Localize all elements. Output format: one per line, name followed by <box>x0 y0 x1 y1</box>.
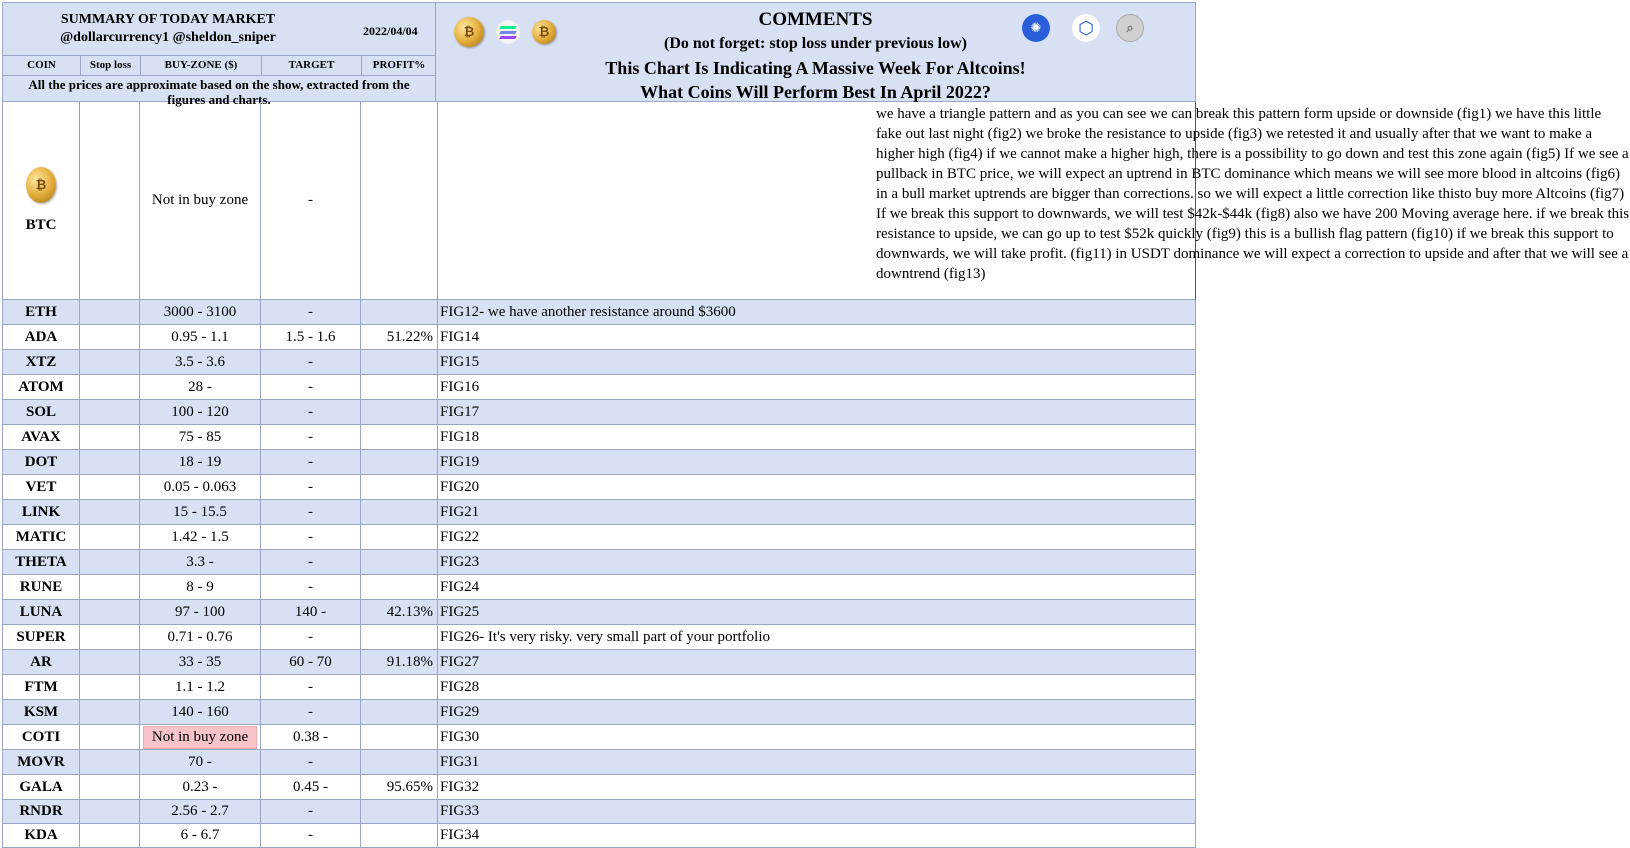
target-cell: - <box>261 350 361 375</box>
coin-cell: ADA <box>2 325 80 350</box>
col-header-coin: COIN <box>3 55 81 75</box>
buy-zone-cell: 97 - 100 <box>140 600 261 625</box>
coin-search-icon: ⌕ <box>1116 14 1144 42</box>
coin-cell: KDA <box>2 824 80 848</box>
table-row-btc <box>2 102 1630 300</box>
table-row <box>2 350 1196 375</box>
coin-cell: AR <box>2 650 80 675</box>
target-cell: - <box>261 525 361 550</box>
buy-zone-cell: 15 - 15.5 <box>140 500 261 525</box>
comment-cell: FIG16 <box>438 375 1196 400</box>
coin-cell: MATIC <box>2 525 80 550</box>
btc-analysis-text: we have a triangle pattern and as you can see we can break this pattern form upside or downside (fig1) we have this little fake out last night (fig2) we broke the resistance to upside (fig3) we retested it and usually after that we want to make a higher high (fig4) if we cannot make a higher high, there is a possibility to go down and test this zone again (fig5) If we see a pullback in BTC price, we will expect an uptrend in BTC dominance which means we will see more blood in altcoins (fig6) in a bull market uptrends are bigger than corrections. so we will expect a little correction like thisto buy more Altcoins (fig7) If we break this support to downwards, we will test $42k-$44k (fig8) also we have 200 Moving average here. if we break this resistance to upside, we can go up to test $52k quickly (fig9) this is a bullish flag pattern (fig10) if we break this support to downwards, we will take profit. (fig11) in USDT dominance we will expect a correction to upside and after that we will see a downtrend (fig13) <box>876 106 1630 282</box>
comments-title: COMMENTS <box>758 9 873 30</box>
coin-cell: GALA <box>2 775 80 800</box>
comment-cell: FIG18 <box>438 425 1196 450</box>
stop-loss-cell <box>80 102 140 300</box>
stop-loss-cell <box>80 600 140 625</box>
comment-cell: FIG28 <box>438 675 1196 700</box>
stop-loss-cell <box>80 750 140 775</box>
target-cell: - <box>261 625 361 650</box>
profit-cell <box>361 475 438 500</box>
comment-cell: FIG12- we have another resistance around $3600 <box>438 300 1196 325</box>
table-row <box>2 450 1196 475</box>
report-date: 2022/04/04 <box>363 24 418 38</box>
target-cell: 0.45 - <box>261 775 361 800</box>
coin-cell: RNDR <box>2 800 80 824</box>
buy-zone-cell: 28 - <box>140 375 261 400</box>
bitcoin-coin-icon: ₿ <box>26 167 56 203</box>
stop-loss-cell <box>80 300 140 325</box>
stop-loss-cell <box>80 650 140 675</box>
buy-zone-cell: 100 - 120 <box>140 400 261 425</box>
comment-cell: FIG23 <box>438 550 1196 575</box>
target-cell: 1.5 - 1.6 <box>261 325 361 350</box>
buy-zone-cell: 6 - 6.7 <box>140 824 261 848</box>
target-cell: - <box>261 300 361 325</box>
comment-cell: FIG15 <box>438 350 1196 375</box>
profit-cell: 95.65% <box>361 775 438 800</box>
target-cell: - <box>261 500 361 525</box>
chainlink-icon: ⬡ <box>1072 14 1100 42</box>
stop-loss-cell <box>80 350 140 375</box>
comment-cell: FIG29 <box>438 700 1196 725</box>
coin-cell: XTZ <box>2 350 80 375</box>
price-disclaimer-line1: All the prices are approximate based on the show, extracted from the <box>28 77 410 92</box>
coin-cell: SOL <box>2 400 80 425</box>
cardano-icon: ✺ <box>1022 14 1050 42</box>
target-cell: - <box>261 400 361 425</box>
comment-cell: FIG32 <box>438 775 1196 800</box>
stop-loss-cell <box>80 800 140 824</box>
target-cell: - <box>261 824 361 848</box>
table-row <box>2 375 1196 400</box>
buy-zone-cell: 0.05 - 0.063 <box>140 475 261 500</box>
profit-cell <box>361 824 438 848</box>
col-header-buy-zone: BUY-ZONE ($) <box>141 55 262 75</box>
table-row <box>2 400 1196 425</box>
col-header-stop-loss: Stop loss <box>81 55 141 75</box>
stop-loss-cell <box>80 525 140 550</box>
profit-cell <box>361 425 438 450</box>
table-row <box>2 500 1196 525</box>
table-row <box>2 750 1196 775</box>
coin-cell: KSM <box>2 700 80 725</box>
table-row <box>2 525 1196 550</box>
comments-header <box>436 2 1196 102</box>
coin-cell: AVAX <box>2 425 80 450</box>
target-cell: 0.38 - <box>261 725 361 750</box>
target-cell: - <box>261 575 361 600</box>
comment-cell: FIG21 <box>438 500 1196 525</box>
table-row <box>2 325 1196 350</box>
profit-cell <box>361 375 438 400</box>
stop-loss-cell <box>80 824 140 848</box>
table-row <box>2 800 1196 824</box>
buy-zone-cell: 0.95 - 1.1 <box>140 325 261 350</box>
coin-cell: FTM <box>2 675 80 700</box>
coin-cell: ATOM <box>2 375 80 400</box>
stop-loss-cell <box>80 725 140 750</box>
comment-cell: FIG14 <box>438 325 1196 350</box>
coin-cell: SUPER <box>2 625 80 650</box>
table-row <box>2 700 1196 725</box>
buy-zone-cell: 3000 - 3100 <box>140 300 261 325</box>
comment-cell: FIG30 <box>438 725 1196 750</box>
buy-zone-cell: 8 - 9 <box>140 575 261 600</box>
profit-cell <box>361 500 438 525</box>
coin-cell: ETH <box>2 300 80 325</box>
stop-loss-cell <box>80 450 140 475</box>
stop-loss-cell <box>80 475 140 500</box>
coin-cell: LUNA <box>2 600 80 625</box>
profit-cell <box>361 725 438 750</box>
target-cell: - <box>261 550 361 575</box>
buy-zone-cell: Not in buy zone <box>140 102 261 300</box>
table-row <box>2 775 1196 800</box>
coin-cell: MOVR <box>2 750 80 775</box>
buy-zone-cell: 75 - 85 <box>140 425 261 450</box>
profit-cell <box>361 400 438 425</box>
profit-cell <box>361 350 438 375</box>
stop-loss-cell <box>80 550 140 575</box>
gold-coin-stack-icon: ₿ <box>454 17 484 47</box>
buy-zone-cell: 0.71 - 0.76 <box>140 625 261 650</box>
table-row <box>2 675 1196 700</box>
coin-cell: RUNE <box>2 575 80 600</box>
stop-loss-cell <box>80 400 140 425</box>
buy-zone-cell: 3.5 - 3.6 <box>140 350 261 375</box>
coin-cell: DOT <box>2 450 80 475</box>
profit-cell: 42.13% <box>361 600 438 625</box>
buy-zone-cell: 18 - 19 <box>140 450 261 475</box>
table-row <box>2 425 1196 450</box>
stop-loss-cell <box>80 425 140 450</box>
buy-zone-cell: 3.3 - <box>140 550 261 575</box>
buy-zone-cell: 0.23 - <box>140 775 261 800</box>
stop-loss-cell <box>80 700 140 725</box>
profit-cell <box>361 300 438 325</box>
profit-cell <box>361 550 438 575</box>
profit-cell <box>361 102 438 300</box>
coin-cell: COTI <box>2 725 80 750</box>
coin-cell: LINK <box>2 500 80 525</box>
target-cell: - <box>261 425 361 450</box>
buy-zone-cell: 70 - <box>140 750 261 775</box>
profit-cell: 51.22% <box>361 325 438 350</box>
comment-cell: FIG22 <box>438 525 1196 550</box>
table-row <box>2 575 1196 600</box>
col-header-target: TARGET <box>262 55 362 75</box>
comment-cell: FIG33 <box>438 800 1196 824</box>
coin-name: BTC <box>25 217 57 233</box>
comment-cell <box>438 102 1630 300</box>
price-disclaimer-line2: figures and charts. <box>167 92 271 107</box>
summary-title: SUMMARY OF TODAY MARKET <box>60 12 276 27</box>
stop-loss-cell <box>80 625 140 650</box>
coin-cell <box>2 102 80 300</box>
comment-cell: FIG19 <box>438 450 1196 475</box>
profit-cell <box>361 800 438 824</box>
target-cell: 140 - <box>261 600 361 625</box>
profit-cell <box>361 700 438 725</box>
stop-loss-cell <box>80 500 140 525</box>
comment-cell: FIG31 <box>438 750 1196 775</box>
profit-cell <box>361 575 438 600</box>
target-cell: - <box>261 800 361 824</box>
comment-cell: FIG27 <box>438 650 1196 675</box>
stop-loss-cell <box>80 375 140 400</box>
profit-cell <box>361 625 438 650</box>
headline-line1: This Chart Is Indicating A Massive Week For Altcoins! <box>605 58 1026 78</box>
profit-cell: 91.18% <box>361 650 438 675</box>
buy-zone-cell: 140 - 160 <box>140 700 261 725</box>
profit-cell <box>361 675 438 700</box>
comment-cell: FIG25 <box>438 600 1196 625</box>
table-row <box>2 475 1196 500</box>
comment-cell: FIG34 <box>438 824 1196 848</box>
coin-cell: VET <box>2 475 80 500</box>
buy-zone-cell: 33 - 35 <box>140 650 261 675</box>
target-cell: - <box>261 375 361 400</box>
profit-cell <box>361 750 438 775</box>
gold-coin-icon: ₿ <box>532 20 556 44</box>
comment-cell: FIG24 <box>438 575 1196 600</box>
stop-loss-reminder: (Do not forget: stop loss under previous low) <box>664 35 967 52</box>
target-cell: - <box>261 450 361 475</box>
target-cell: - <box>261 750 361 775</box>
buy-zone-cell: 2.56 - 2.7 <box>140 800 261 824</box>
target-cell: - <box>261 475 361 500</box>
table-row <box>2 625 1196 650</box>
stop-loss-cell <box>80 675 140 700</box>
table-row <box>2 550 1196 575</box>
profit-cell <box>361 525 438 550</box>
comment-cell: FIG26- It's very risky. very small part of your portfolio <box>438 625 1196 650</box>
target-cell: - <box>261 102 361 300</box>
comment-cell: FIG20 <box>438 475 1196 500</box>
stop-loss-cell <box>80 575 140 600</box>
summary-header <box>2 2 436 107</box>
stop-loss-cell <box>80 775 140 800</box>
col-header-profit: PROFIT% <box>362 55 436 75</box>
profit-cell <box>361 450 438 475</box>
table-row <box>2 600 1196 625</box>
target-cell: - <box>261 675 361 700</box>
table-row <box>2 300 1196 325</box>
buy-zone-cell <box>140 725 261 750</box>
author-handles: @dollarcurrency1 @sheldon_sniper <box>60 30 276 45</box>
not-in-buy-zone-highlight: Not in buy zone <box>143 726 257 749</box>
target-cell: - <box>261 700 361 725</box>
target-cell: 60 - 70 <box>261 650 361 675</box>
buy-zone-cell: 1.42 - 1.5 <box>140 525 261 550</box>
headline-line2: What Coins Will Perform Best In April 2022? <box>640 82 991 102</box>
buy-zone-cell: 1.1 - 1.2 <box>140 675 261 700</box>
stop-loss-cell <box>80 325 140 350</box>
table-row <box>2 824 1196 848</box>
table-row <box>2 725 1196 750</box>
table-row <box>2 650 1196 675</box>
comment-cell: FIG17 <box>438 400 1196 425</box>
coin-cell: THETA <box>2 550 80 575</box>
